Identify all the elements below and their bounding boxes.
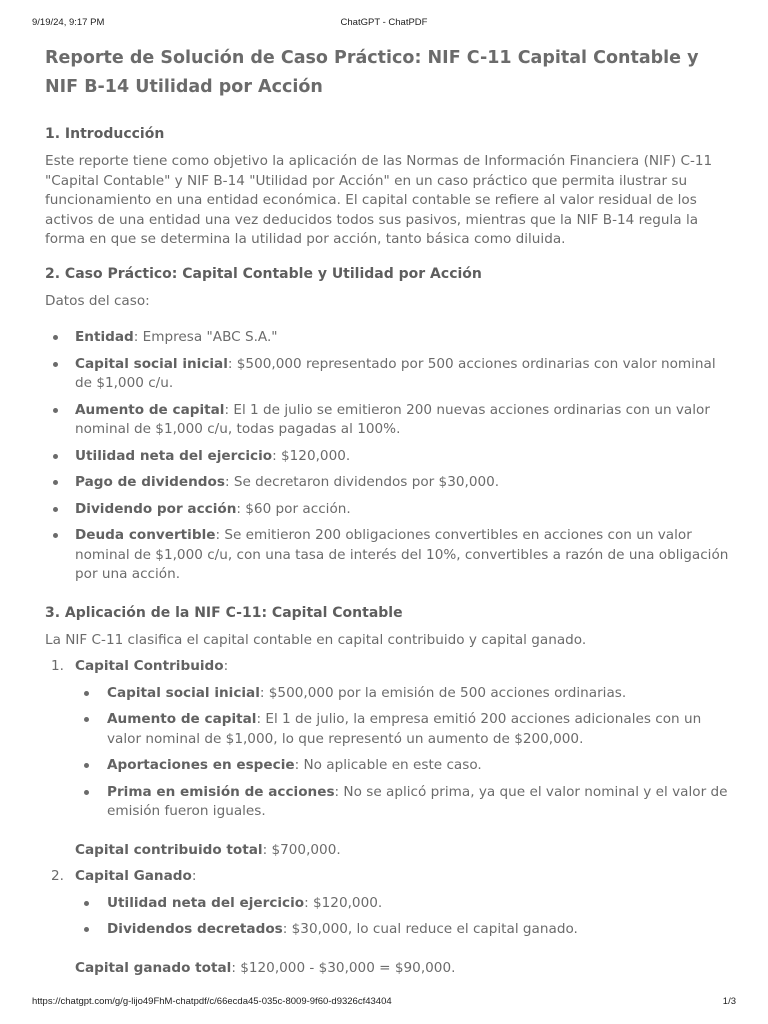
- case-data-list: [45, 328, 730, 585]
- c11-intro-paragraph: La NIF C-11 clasifica el capital contable en capital contribuido y capital ganado.: [45, 631, 587, 648]
- list-item: 2. Capital Ganado: Utilidad neta del ejercicio: $120,000. Dividendos decretados: $30,000, lo cual reduce el capital ganado. Capital ganado total: $120,000 - $30,000 = $90,000.: [45, 867, 730, 978]
- intro-paragraph: Este reporte tiene como objetivo la aplicación de las Normas de Información Financiera (NIF) C-11 "Capital Contable" y NIF B-14 "Utilidad por Acción" en un caso práctico que permita ilustrar su funcionamiento en una entidad económica. El capital contable se refiere al valor residual de los activos de una entidad una vez deducidos todos sus pasivos, mientras que la NIF B-14 regula la forma en que se determina la utilidad por acción, tanto básica como diluida.: [45, 153, 713, 247]
- list-item: 1. Capital Contribuido: Capital social inicial: $500,000 por la emisión de 500 acciones ordinarias. Aumento de capital: El 1 de julio, la empresa emitió 200 acciones adicionales con un valor nominal de $1,000, lo que representó un aumento de $200,000. Aportaciones en especie: No aplicable en este caso. Prima en emisión de acciones: No se aplicó prima, ya que el valor nominal y el valor de emisión fueron iguales. Capital contribuido total: $700,000.: [45, 657, 730, 860]
- list-item: Utilidad neta del ejercicio: $120,000.: [75, 894, 730, 914]
- sub-list: [75, 684, 730, 822]
- list-number: 2.: [51, 868, 64, 884]
- print-footer: [32, 996, 736, 1008]
- list-item: Pago de dividendos: Se decretaron dividendos por $30,000.: [45, 473, 730, 493]
- document-body: [45, 44, 730, 978]
- print-header: [32, 17, 736, 29]
- list-item: Aportaciones en especie: No aplicable en este caso.: [75, 756, 730, 776]
- print-datetime: 9/19/24, 9:17 PM: [32, 17, 105, 28]
- c11-groups-list: [45, 657, 730, 978]
- list-item: Capital social inicial: $500,000 por la emisión de 500 acciones ordinarias.: [75, 684, 730, 704]
- list-item: Entidad: Empresa "ABC S.A.": [45, 328, 730, 348]
- section-heading-c11: 3. Aplicación de la NIF C-11: Capital Contable: [45, 604, 403, 621]
- sub-list: [75, 894, 730, 940]
- list-item: Dividendo por acción: $60 por acción.: [45, 500, 730, 520]
- group-title: Capital Contribuido: [75, 658, 224, 674]
- group-total: Capital contribuido total: $700,000.: [75, 841, 341, 858]
- case-data-label: Datos del caso:: [45, 292, 150, 309]
- list-item: Capital social inicial: $500,000 representado por 500 acciones ordinarias con valor nominal de $1,000 c/u.: [45, 355, 730, 394]
- document-title: Reporte de Solución de Caso Práctico: NIF C-11 Capital Contable y NIF B-14 Utilidad por Acción: [45, 48, 699, 97]
- list-item: Deuda convertible: Se emitieron 200 obligaciones convertibles en acciones con un valor nominal de $1,000 c/u, con una tasa de interés del 10%, convertibles a razón de una obligación por una acción.: [45, 526, 730, 585]
- print-page-number: 1/3: [722, 996, 736, 1007]
- list-item: Prima en emisión de acciones: No se aplicó prima, ya que el valor nominal y el valor de emisión fueron iguales.: [75, 783, 730, 822]
- list-item: Dividendos decretados: $30,000, lo cual reduce el capital ganado.: [75, 920, 730, 940]
- list-item: Aumento de capital: El 1 de julio se emitieron 200 nuevas acciones ordinarias con un valor nominal de $1,000 c/u, todas pagadas al 100%.: [45, 401, 730, 440]
- print-page-title: ChatGPT - ChatPDF: [340, 17, 428, 28]
- group-total: Capital ganado total: $120,000 - $30,000 = $90,000.: [75, 959, 456, 976]
- section-heading-case: 2. Caso Práctico: Capital Contable y Utilidad por Acción: [45, 265, 482, 282]
- list-number: 1.: [51, 658, 64, 674]
- section-heading-intro: 1. Introducción: [45, 126, 165, 142]
- print-url[interactable]: https://chatgpt.com/g/g-lijo49FhM-chatpdf/c/66ecda45-035c-8009-9f60-d9326cf43404: [32, 996, 392, 1007]
- list-item: Utilidad neta del ejercicio: $120,000.: [45, 447, 730, 467]
- list-item: Aumento de capital: El 1 de julio, la empresa emitió 200 acciones adicionales con un valor nominal de $1,000, lo que representó un aumento de $200,000.: [75, 710, 730, 749]
- group-title: Capital Ganado: [75, 868, 192, 884]
